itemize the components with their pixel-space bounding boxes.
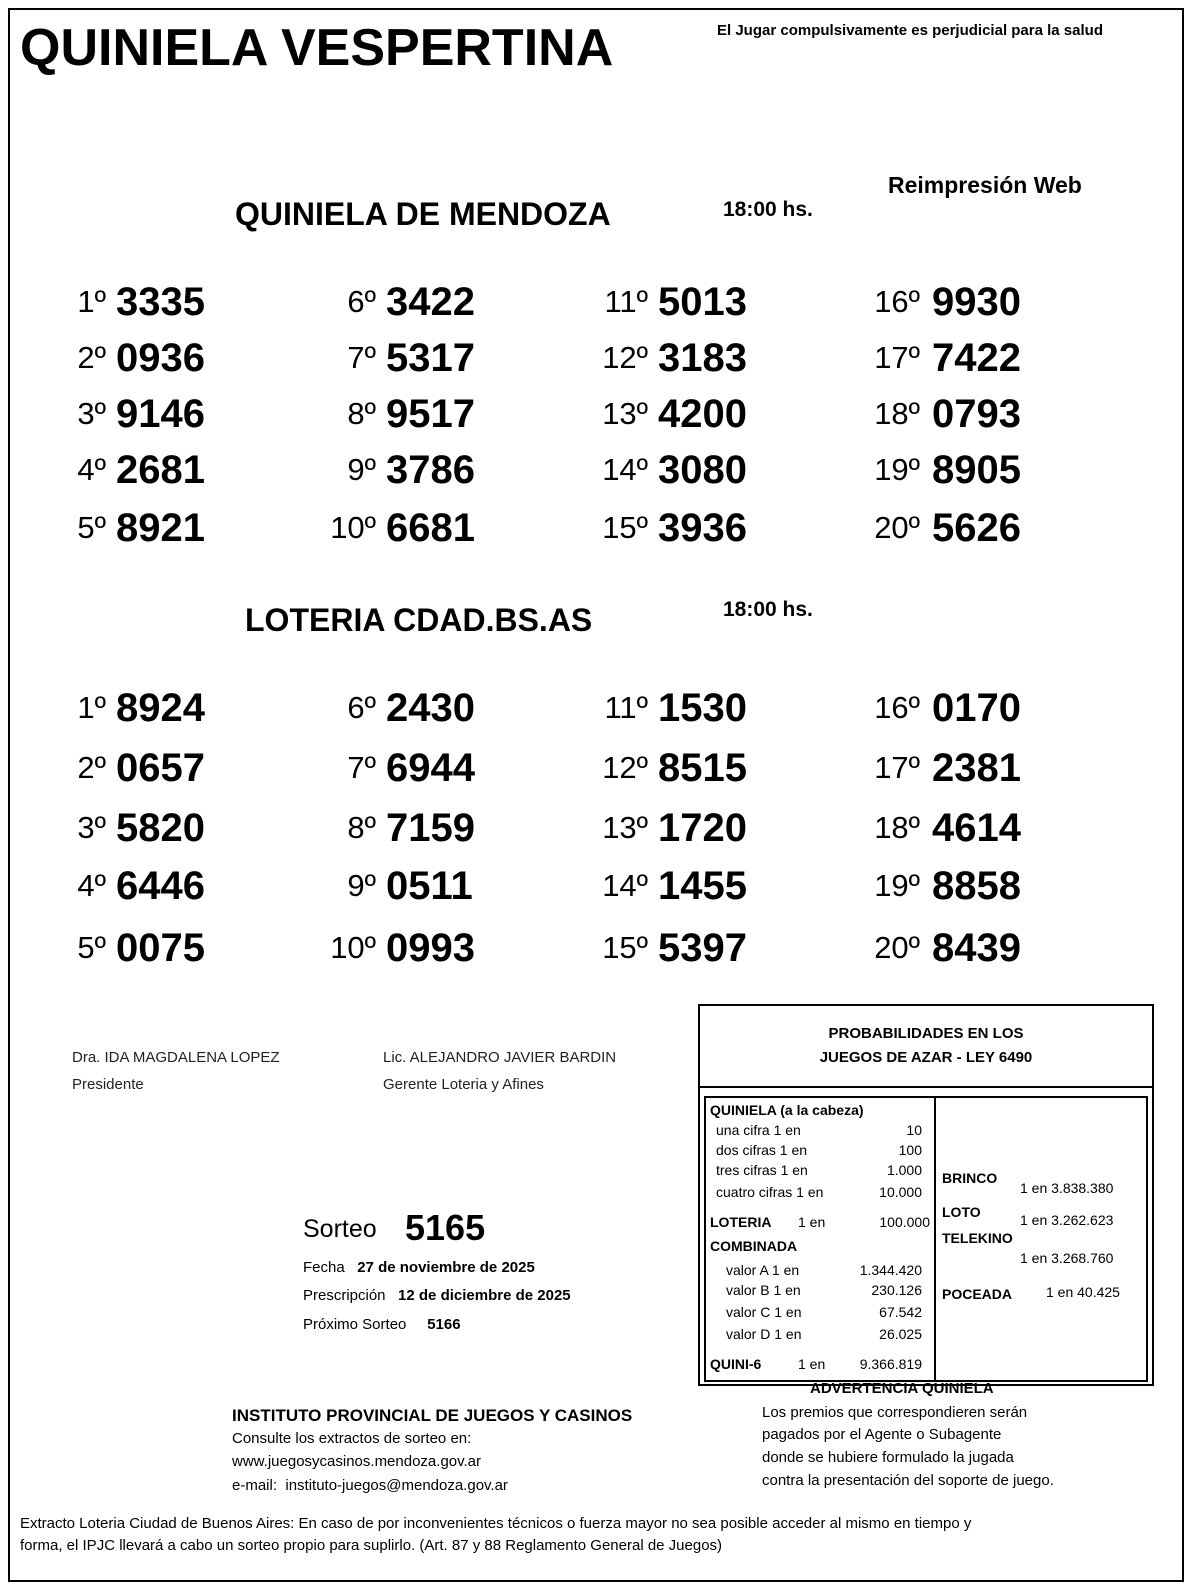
result-position: 10º — [330, 510, 376, 545]
result-number: 8924 — [116, 686, 205, 730]
result-position: 16º — [874, 284, 920, 319]
result-number: 3786 — [386, 448, 475, 492]
probabilities-divider — [934, 1098, 936, 1380]
result-number: 8858 — [932, 864, 1021, 908]
institute-email-label: e-mail: — [232, 1477, 278, 1494]
signature-name-manager: Lic. ALEJANDRO JAVIER BARDIN — [383, 1049, 617, 1066]
quini6-prob-en: 1 en — [798, 1356, 826, 1372]
result-position: 3º — [77, 396, 106, 431]
result-position: 12º — [602, 750, 648, 785]
signature-role-manager: Gerente Loteria y Afines — [383, 1076, 544, 1093]
section-time-mendoza: 18:00 hs. — [723, 198, 813, 221]
result-position: 7º — [347, 340, 376, 375]
result-number: 7422 — [932, 336, 1021, 380]
combinada-prob-row-label: valor A 1 en — [726, 1262, 800, 1278]
result-position: 20º — [874, 510, 920, 545]
result-position: 2º — [77, 340, 106, 375]
result-position: 20º — [874, 930, 920, 965]
section-time-loteria: 18:00 hs. — [723, 598, 813, 621]
draw-date-row — [303, 1259, 535, 1276]
loteria-prob-label: LOTERIA — [710, 1214, 772, 1230]
footer-note-line2: forma, el IPJC llevará a cabo un sorteo propio para suplirlo. (Art. 87 y 88 Reglamento General de Juegos) — [20, 1537, 723, 1554]
advertencia-line: contra la presentación del soporte de juego. — [762, 1472, 1054, 1489]
loto-prob-label: LOTO — [942, 1204, 981, 1220]
combinada-prob-row-label: valor D 1 en — [726, 1326, 802, 1342]
result-number: 7159 — [386, 806, 475, 850]
brinco-prob-value: 1 en 3.838.380 — [1020, 1180, 1114, 1196]
result-number: 5013 — [658, 280, 747, 324]
probabilities-heading — [700, 1006, 1152, 1088]
result-position: 6º — [347, 284, 376, 319]
result-number: 9517 — [386, 392, 475, 436]
combinada-prob-row-label: valor B 1 en — [726, 1282, 801, 1298]
reprint-label: Reimpresión Web — [888, 172, 1082, 198]
result-position: 13º — [602, 396, 648, 431]
result-position: 1º — [77, 690, 106, 725]
combinada-prob-row-value: 67.542 — [879, 1304, 922, 1320]
result-position: 13º — [602, 810, 648, 845]
result-position: 19º — [874, 868, 920, 903]
combinada-prob-row-value: 1.344.420 — [859, 1262, 922, 1278]
quiniela-prob-row-value: 10.000 — [879, 1184, 922, 1200]
result-number: 9930 — [932, 280, 1021, 324]
combinada-prob-row-value: 230.126 — [871, 1282, 922, 1298]
result-position: 16º — [874, 690, 920, 725]
result-position: 9º — [347, 868, 376, 903]
result-number: 0993 — [386, 926, 475, 970]
result-number: 1530 — [658, 686, 747, 730]
draw-prescription-label: Prescripción — [303, 1287, 386, 1304]
draw-date: 27 de noviembre de 2025 — [357, 1259, 535, 1276]
result-position: 11º — [604, 690, 648, 725]
result-number: 3335 — [116, 280, 205, 324]
probabilities-heading-line2: JUEGOS DE AZAR - LEY 6490 — [819, 1049, 1033, 1066]
probabilities-table — [704, 1096, 1148, 1382]
result-number: 5397 — [658, 926, 747, 970]
quiniela-prob-label: QUINIELA (a la cabeza) — [710, 1102, 864, 1118]
section-title-loteria: LOTERIA CDAD.BS.AS — [245, 602, 593, 638]
result-number: 0793 — [932, 392, 1021, 436]
result-number: 0075 — [116, 926, 205, 970]
advertencia-line: Los premios que correspondieren serán — [762, 1404, 1028, 1421]
result-position: 8º — [347, 396, 376, 431]
advertencia-line: donde se hubiere formulado la jugada — [762, 1449, 1014, 1466]
result-number: 8439 — [932, 926, 1021, 970]
quini6-prob-label: QUINI-6 — [710, 1356, 762, 1372]
footer-note-line1: Extracto Loteria Ciudad de Buenos Aires: En caso de por inconvenientes técnicos o fuerza mayor no sea posible acceder al mismo en tiempo y — [20, 1515, 972, 1532]
result-position: 6º — [347, 690, 376, 725]
next-draw-row — [303, 1316, 461, 1333]
advertencia-line: pagados por el Agente o Subagente — [762, 1426, 1002, 1443]
quiniela-prob-row-label: cuatro cifras 1 en — [716, 1184, 824, 1200]
result-position: 12º — [602, 340, 648, 375]
institute-consult-text: Consulte los extractos de sorteo en: — [232, 1430, 472, 1447]
result-number: 8921 — [116, 506, 205, 550]
result-position: 17º — [874, 340, 920, 375]
result-position: 5º — [77, 930, 106, 965]
quiniela-prob-row-value: 100 — [898, 1142, 922, 1158]
result-number: 5820 — [116, 806, 205, 850]
probabilities-heading-line1: PROBABILIDADES EN LOS — [828, 1025, 1024, 1042]
combinada-prob-label: COMBINADA — [710, 1238, 798, 1254]
quiniela-prob-row-value: 1.000 — [886, 1162, 922, 1178]
result-position: 8º — [347, 810, 376, 845]
result-position: 19º — [874, 452, 920, 487]
draw-prescription-row — [303, 1287, 571, 1304]
result-number: 1455 — [658, 864, 747, 908]
signature-role-president: Presidente — [72, 1076, 144, 1093]
quiniela-prob-row-label: una cifra 1 en — [716, 1122, 801, 1138]
result-number: 6681 — [386, 506, 475, 550]
institute-name: INSTITUTO PROVINCIAL DE JUEGOS Y CASINOS — [232, 1406, 633, 1425]
result-position: 2º — [77, 750, 106, 785]
result-position: 1º — [77, 284, 106, 319]
result-number: 6944 — [386, 746, 475, 790]
result-position: 5º — [77, 510, 106, 545]
page-title: QUINIELA VESPERTINA — [20, 19, 614, 77]
section-title-mendoza: QUINIELA DE MENDOZA — [235, 196, 611, 232]
result-position: 10º — [330, 930, 376, 965]
draw-prescription: 12 de diciembre de 2025 — [398, 1287, 571, 1304]
result-number: 1720 — [658, 806, 747, 850]
result-number: 3422 — [386, 280, 475, 324]
result-position: 4º — [77, 868, 106, 903]
result-number: 0170 — [932, 686, 1021, 730]
result-number: 6446 — [116, 864, 205, 908]
quini6-prob-value: 9.366.819 — [859, 1356, 922, 1372]
loteria-prob-value: 100.000 — [879, 1214, 930, 1230]
loto-prob-value: 1 en 3.262.623 — [1020, 1212, 1114, 1228]
quiniela-prob-row-label: tres cifras 1 en — [716, 1162, 808, 1178]
advertencia-title: ADVERTENCIA QUINIELA — [810, 1380, 994, 1397]
draw-date-label: Fecha — [303, 1259, 345, 1276]
result-position: 18º — [874, 810, 920, 845]
result-number: 5626 — [932, 506, 1021, 550]
brinco-prob-label: BRINCO — [942, 1170, 998, 1186]
loteria-prob-en: 1 en — [798, 1214, 826, 1230]
combinada-prob-row-label: valor C 1 en — [726, 1304, 802, 1320]
result-number: 0511 — [386, 864, 473, 908]
result-number: 3080 — [658, 448, 747, 492]
result-number: 2681 — [116, 448, 205, 492]
result-number: 2381 — [932, 746, 1021, 790]
result-position: 7º — [347, 750, 376, 785]
result-number: 9146 — [116, 392, 205, 436]
result-position: 18º — [874, 396, 920, 431]
signature-name-president: Dra. IDA MAGDALENA LOPEZ — [72, 1049, 280, 1066]
poceada-prob-value: 1 en 40.425 — [1046, 1284, 1120, 1300]
health-warning: El Jugar compulsivamente es perjudicial para la salud — [717, 22, 1103, 39]
institute-email-row — [232, 1477, 508, 1494]
result-position: 4º — [77, 452, 106, 487]
result-position: 15º — [602, 930, 648, 965]
result-position: 14º — [602, 868, 648, 903]
result-number: 2430 — [386, 686, 475, 730]
result-position: 9º — [347, 452, 376, 487]
combinada-prob-row-value: 26.025 — [879, 1326, 922, 1342]
result-number: 8515 — [658, 746, 747, 790]
next-draw-label: Próximo Sorteo — [303, 1316, 407, 1333]
result-number: 3183 — [658, 336, 747, 380]
result-number: 0657 — [116, 746, 205, 790]
draw-number: 5165 — [405, 1207, 486, 1248]
quiniela-prob-row-label: dos cifras 1 en — [716, 1142, 808, 1158]
result-number: 3936 — [658, 506, 747, 550]
result-number: 0936 — [116, 336, 205, 380]
telekino-prob-value: 1 en 3.268.760 — [1020, 1250, 1114, 1266]
result-number: 4200 — [658, 392, 747, 436]
draw-label: Sorteo — [303, 1215, 377, 1243]
institute-website-link[interactable]: www.juegosycasinos.mendoza.gov.ar — [232, 1453, 482, 1470]
result-position: 3º — [77, 810, 106, 845]
result-number: 4614 — [932, 806, 1021, 850]
institute-email-link[interactable]: instituto-juegos@mendoza.gov.ar — [285, 1477, 508, 1494]
quiniela-prob-row-value: 10 — [906, 1122, 922, 1138]
result-position: 11º — [604, 284, 648, 319]
result-number: 5317 — [386, 336, 475, 380]
poceada-prob-label: POCEADA — [942, 1286, 1013, 1302]
result-number: 8905 — [932, 448, 1021, 492]
result-position: 15º — [602, 510, 648, 545]
next-draw-number: 5166 — [427, 1316, 461, 1333]
result-position: 17º — [874, 750, 920, 785]
telekino-prob-label: TELEKINO — [942, 1230, 1013, 1246]
probabilities-box — [698, 1004, 1154, 1386]
result-position: 14º — [602, 452, 648, 487]
